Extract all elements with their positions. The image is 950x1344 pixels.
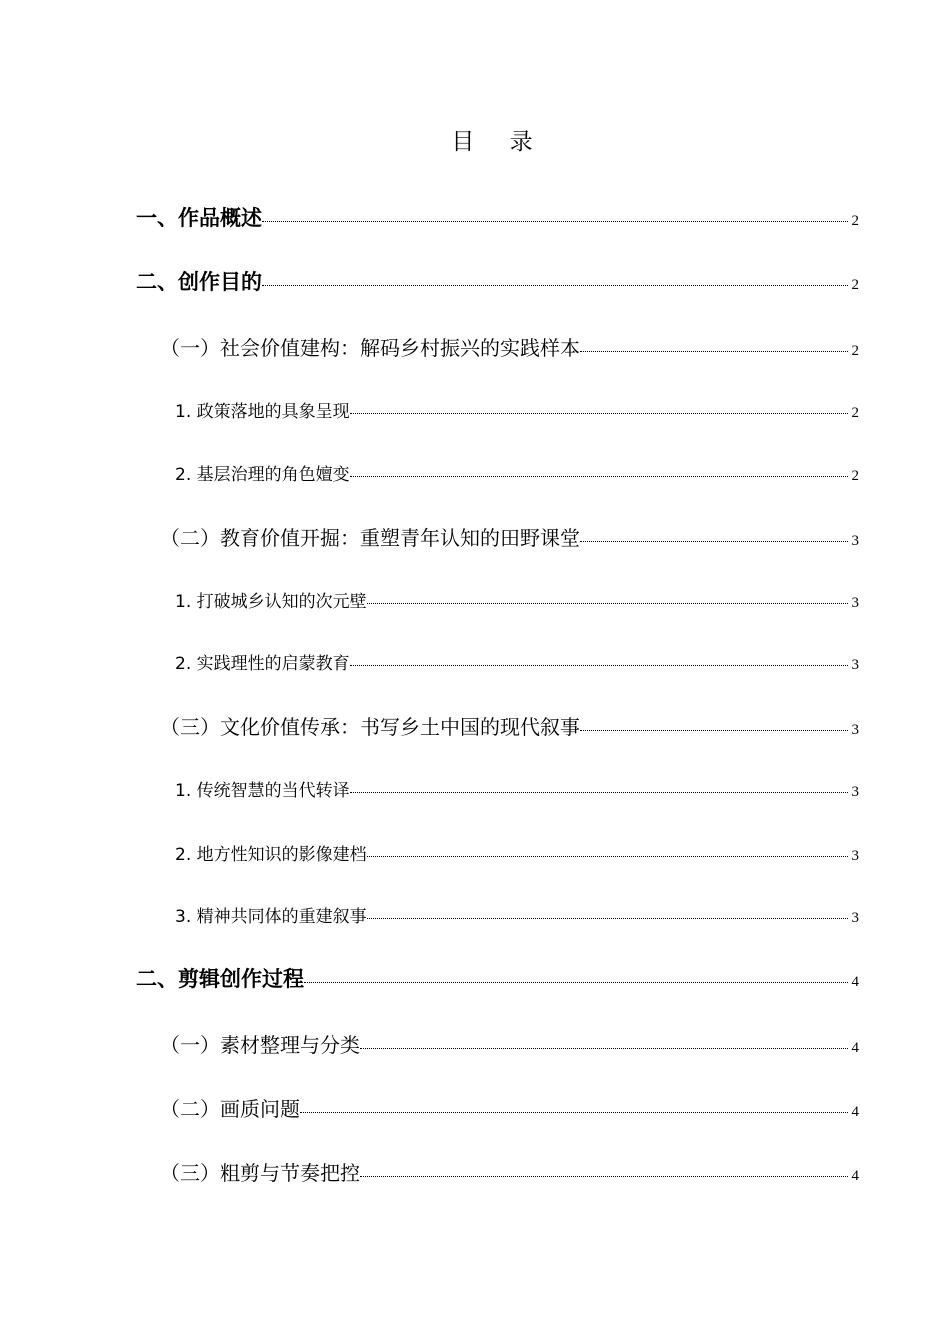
toc-page-number: 3: [851, 657, 859, 673]
toc-entry-label: 一、作品概述: [136, 206, 262, 230]
toc-entry[interactable]: [175, 840, 859, 865]
dot-leader: [580, 351, 848, 352]
toc-entry[interactable]: [160, 711, 859, 740]
toc-page-number: 3: [851, 595, 859, 611]
toc-entry[interactable]: [160, 332, 859, 361]
dot-leader: [300, 1112, 848, 1113]
toc-entry[interactable]: [160, 1029, 859, 1058]
toc-entry-label: 1. 政策落地的具象呈现: [175, 402, 350, 422]
toc-entry[interactable]: [175, 902, 859, 927]
dot-leader: [580, 730, 848, 731]
toc-entry[interactable]: [175, 776, 859, 801]
toc-entry-label: （二）画质问题: [160, 1097, 300, 1121]
toc-entry-label: （三）文化价值传承：书写乡土中国的现代叙事: [160, 715, 580, 739]
toc-title: 目 录: [451, 129, 547, 155]
toc-entry[interactable]: [136, 202, 859, 232]
dot-leader: [262, 221, 848, 222]
dot-leader: [367, 603, 848, 604]
toc-entry-label: 二、剪辑创作过程: [136, 967, 304, 991]
dot-leader: [367, 918, 848, 919]
toc-page-number: 3: [851, 784, 859, 800]
toc-entry-label: （一）素材整理与分类: [160, 1033, 360, 1057]
toc-entry[interactable]: [160, 1157, 859, 1186]
toc-entry-label: 1. 打破城乡认知的次元壁: [175, 592, 367, 612]
dot-leader: [262, 285, 848, 286]
toc-page-number: 2: [851, 405, 859, 421]
toc-entry[interactable]: [175, 649, 859, 674]
toc-entry-label: 2. 基层治理的角色嬗变: [175, 465, 350, 485]
toc-page-number: 2: [851, 343, 859, 359]
dot-leader: [350, 413, 848, 414]
dot-leader: [360, 1176, 848, 1177]
dot-leader: [360, 1048, 848, 1049]
toc-page-number: 4: [851, 974, 859, 990]
dot-leader: [367, 856, 848, 857]
toc-page-number: 3: [851, 533, 859, 549]
dot-leader: [350, 476, 848, 477]
dot-leader: [304, 982, 848, 983]
toc-page-number: 4: [851, 1104, 859, 1120]
dot-leader: [350, 792, 848, 793]
toc-page-number: 4: [851, 1168, 859, 1184]
toc-page-number: 3: [851, 722, 859, 738]
toc-entry[interactable]: [136, 266, 859, 296]
toc-page-number: 2: [851, 213, 859, 229]
toc-entry[interactable]: [175, 587, 859, 612]
toc-entry[interactable]: [136, 963, 859, 993]
toc-page-number: 3: [851, 910, 859, 926]
toc-entry-label: （一）社会价值建构：解码乡村振兴的实践样本: [160, 336, 580, 360]
toc-page-number: 2: [851, 468, 859, 484]
toc-entry[interactable]: [175, 460, 859, 485]
toc-page-number: 3: [851, 848, 859, 864]
toc-entry-label: （二）教育价值开掘：重塑青年认知的田野课堂: [160, 526, 580, 550]
toc-entry-label: 3. 精神共同体的重建叙事: [175, 907, 367, 927]
toc-entry[interactable]: [175, 397, 859, 422]
toc-entry-label: 2. 实践理性的启蒙教育: [175, 654, 350, 674]
toc-page-number: 2: [851, 277, 859, 293]
toc-page-number: 4: [851, 1040, 859, 1056]
toc-entry[interactable]: [160, 1093, 859, 1122]
dot-leader: [580, 541, 848, 542]
toc-entry-label: （三）粗剪与节奏把控: [160, 1161, 360, 1185]
toc-entry-label: 二、创作目的: [136, 270, 262, 294]
dot-leader: [350, 665, 848, 666]
toc-entry-label: 1. 传统智慧的当代转译: [175, 781, 350, 801]
toc-entry[interactable]: [160, 522, 859, 551]
toc-entry-label: 2. 地方性知识的影像建档: [175, 845, 367, 865]
